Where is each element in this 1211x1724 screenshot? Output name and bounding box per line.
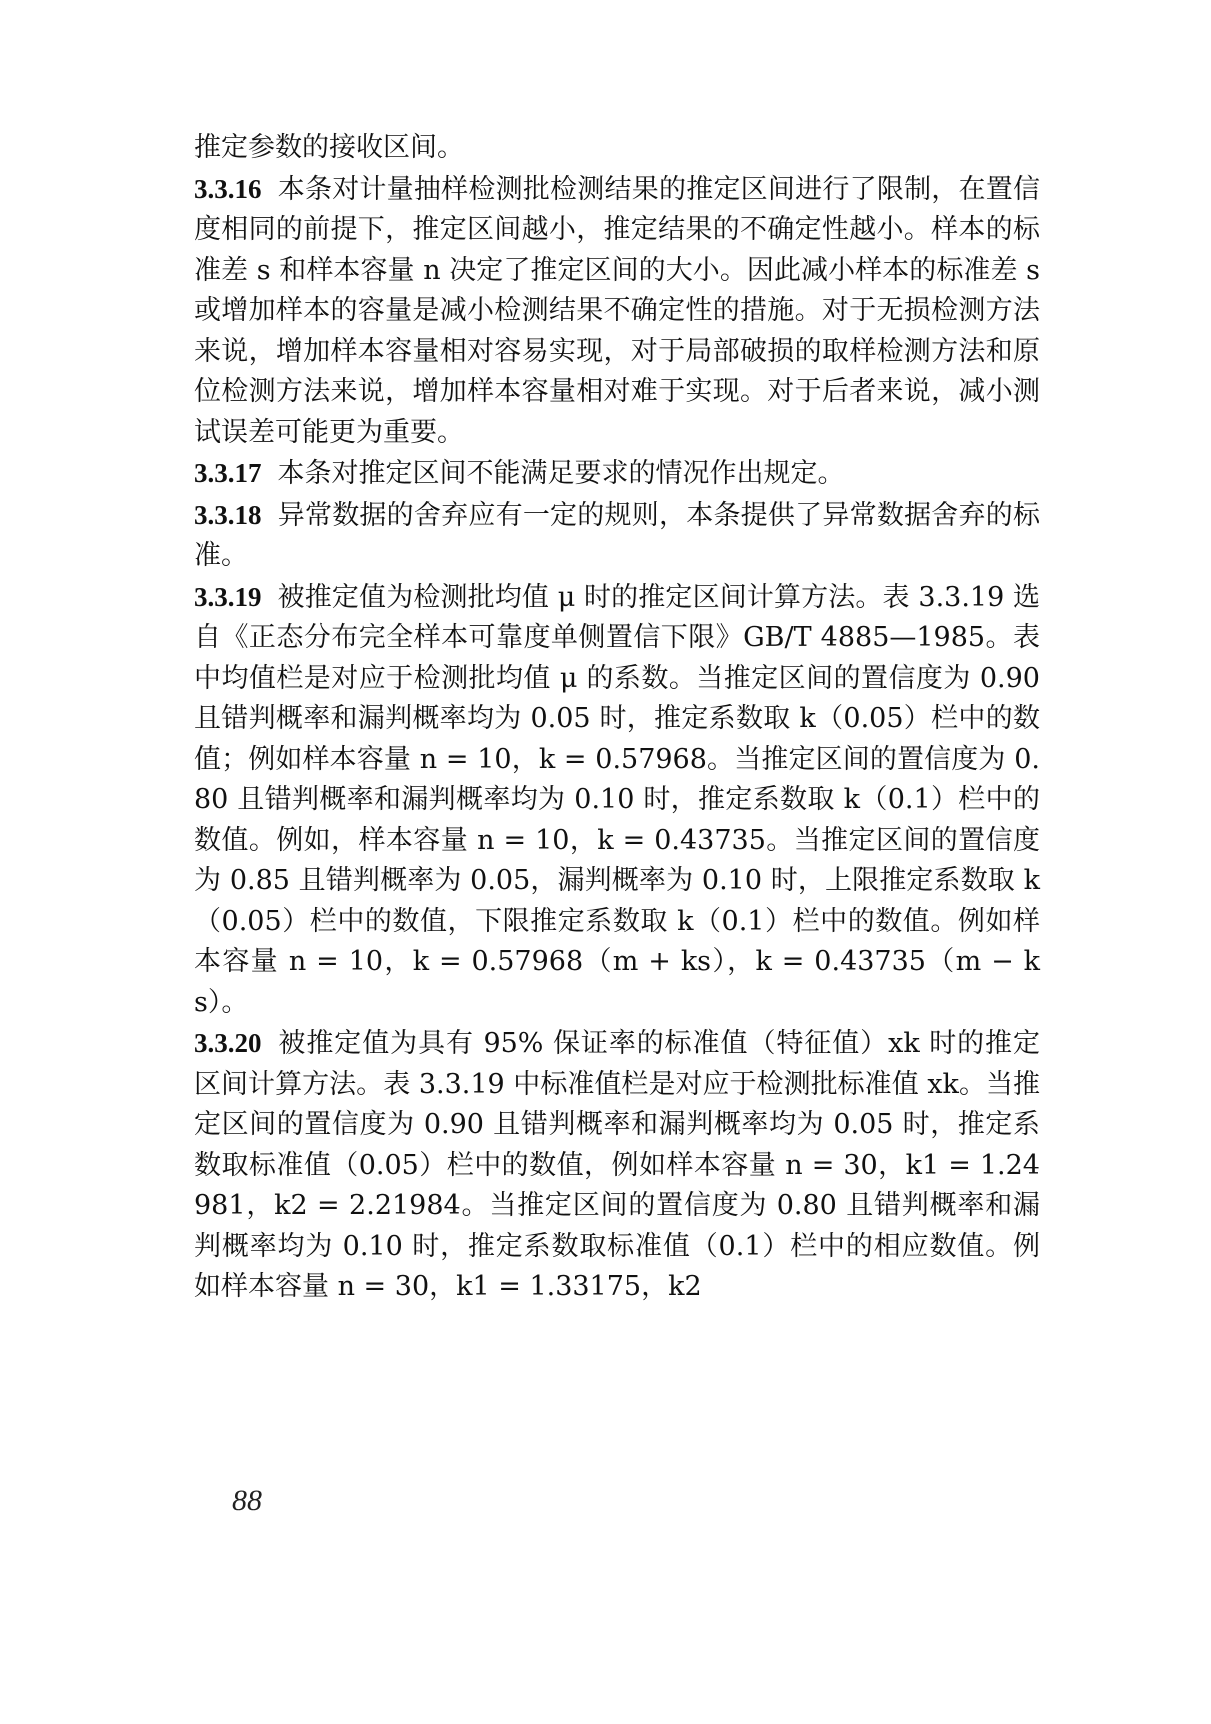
paragraph-continuation: 推定参数的接收区间。 xyxy=(194,132,464,163)
clause-number: 3.3.19 xyxy=(194,581,262,612)
clause-number: 3.3.20 xyxy=(194,1028,262,1058)
clause-number: 3.3.17 xyxy=(194,458,262,488)
clause-3-3-19 xyxy=(194,577,1040,1024)
clause-number: 3.3.16 xyxy=(194,173,262,204)
clause-3-3-16 xyxy=(194,169,1040,454)
page-body xyxy=(194,128,1040,1308)
clause-text: 本条对推定区间不能满足要求的情况作出规定。 xyxy=(277,458,845,489)
clause-text: 异常数据的舍弃应有一定的规则，本条提供了异常数据舍弃的标准。 xyxy=(194,499,1040,571)
clause-text: 被推定值为检测批均值 μ 时的推定区间计算方法。表 3.3.19 选自《正态分布完全样本可靠度单侧置信下限》GB/T 4885—1985。表中均值栏是对应于检测批均值 μ 的系数。当推定区间的置信度为 0.90 且错判概率和漏判概率均为 0.05 时，推定系数取 k（0.05）栏中的数值；例如样本容量 n = 10，k = 0.57968。当推定区间的置信度为 0.80 且错判概率和漏判概率均为 0.10 时，推定系数取 k（0.1）栏中的数值。例如，样本容量 n = 10，k = 0.43735。当推定区间的置信度为 0.85 且错判概率为 0.05，漏判概率为 0.10 时，上限推定系数取 k（0.05）栏中的数值，下限推定系数取 k（0.1）栏中的数值。例如样本容量 n = 10，k = 0.57968（m + ks），k = 0.43735（m − ks）。 xyxy=(194,581,1040,1018)
clause-text: 本条对计量抽样检测批检测结果的推定区间进行了限制，在置信度相同的前提下，推定区间越小，推定结果的不确定性越小。样本的标准差 s 和样本容量 n 决定了推定区间的大小。因此减小样本的标准差 s 或增加样本的容量是减小检测结果不确定性的措施。对于无损检测方法来说，增加样本容量相对容易实现，对于局部破损的取样检测方法和原位检测方法来说，增加样本容量相对难于实现。对于后者来说，减小测试误差可能更为重要。 xyxy=(194,173,1040,448)
clause-3-3-18 xyxy=(194,495,1040,577)
clause-3-3-20 xyxy=(194,1023,1040,1308)
clause-text: 被推定值为具有 95% 保证率的标准值（特征值）xk 时的推定区间计算方法。表 3.3.19 中标准值栏是对应于检测批标准值 xk。当推定区间的置信度为 0.90 且错判概率和漏判概率均为 0.05 时，推定系数取标准值（0.05）栏中的数值，例如样本容量 n = 30，k1 = 1.24981，k2 = 2.21984。当推定区间的置信度为 0.80 且错判概率和漏判概率均为 0.10 时，推定系数取标准值（0.1）栏中的相应数值。例如样本容量 n = 30，k1 = 1.33175，k2 xyxy=(194,1028,1040,1302)
clause-3-3-17 xyxy=(194,453,1040,495)
page-number: 88 xyxy=(232,1484,262,1517)
clause-number: 3.3.18 xyxy=(194,499,262,530)
